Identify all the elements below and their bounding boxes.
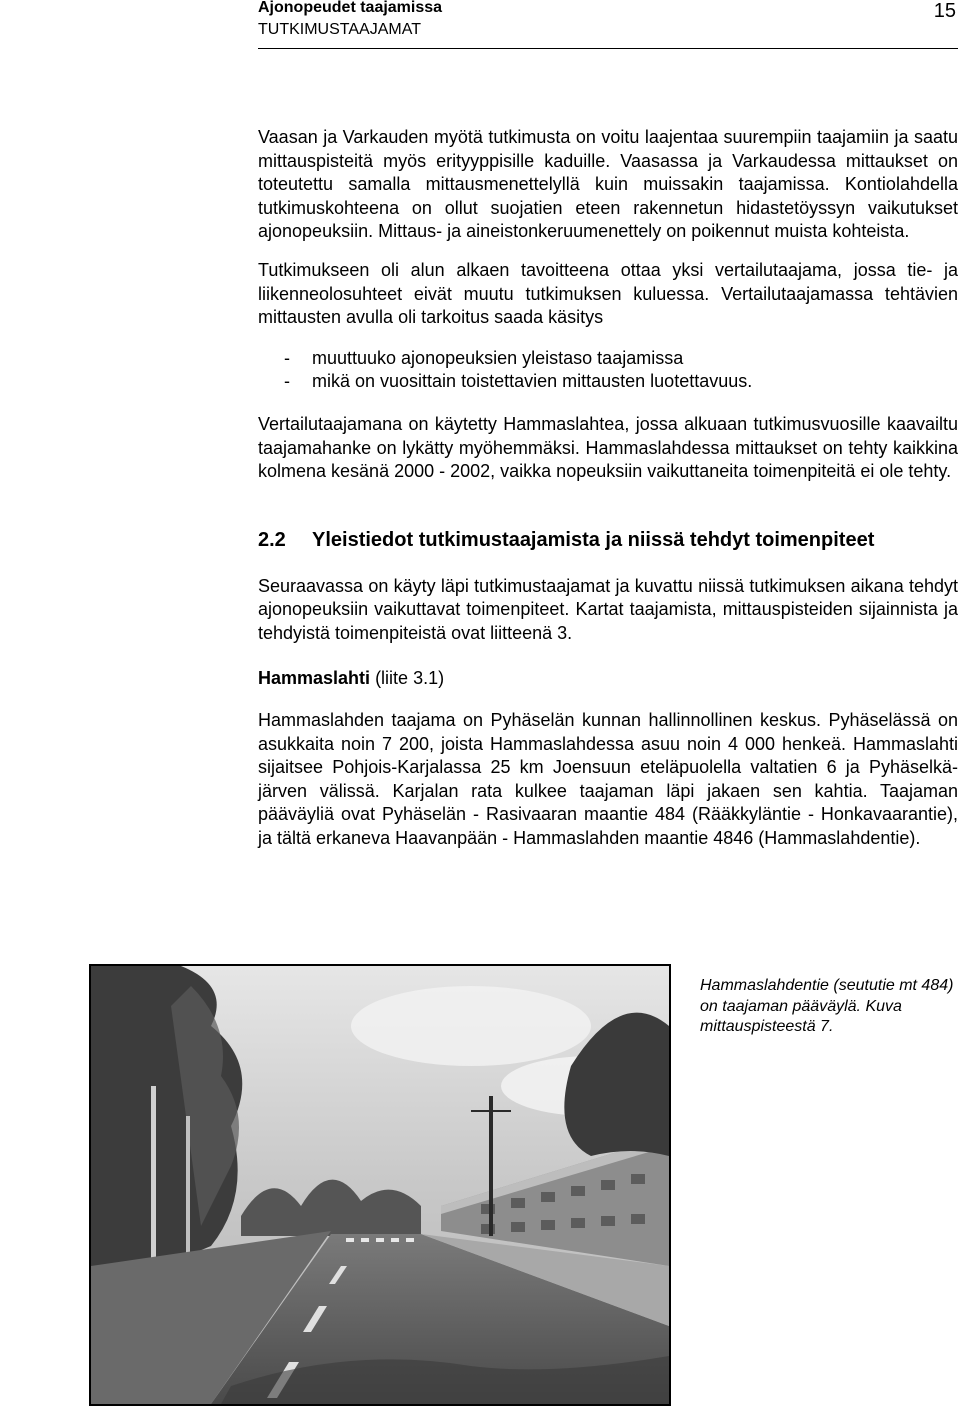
road-photo <box>89 964 671 1406</box>
subheading-reference: (liite 3.1) <box>375 667 445 688</box>
list-item-text: muuttuuko ajonopeuksien yleistaso taajamissa <box>312 347 684 368</box>
paragraph: Vaasan ja Varkauden myötä tutkimusta on voitu laajentaa suurempiin taajamiin ja saatu mittauspisteitä myös erityyppisille kaduille. Vaasassa ja Varkaudessa mittaukset on toteutettu samalla mittausmenettelyllä kuin muissakin taajamissa. Kontiolahdella tutkimuskohteena on ollut suojatien eteen rakennetun hidastetöyssyn vaikutukset ajonopeuksiin. Mittaus- ja aineistonkeruumenettely on poikennut muista kohteista. <box>258 127 958 242</box>
page-number: 15 <box>933 0 956 22</box>
main-content <box>258 126 958 851</box>
list-marker: - <box>284 371 290 392</box>
subheading <box>258 667 958 691</box>
list-item <box>258 370 958 394</box>
section-heading <box>258 528 958 552</box>
paragraph: Seuraavassa on käyty läpi tutkimustaajamat ja kuvattu niissä tutkimuksen aikana tehdyt ajonopeuksiin vaikuttavat toimenpiteet. Kartat taajamista, mittauspisteiden sijainnista ja tehdyistä toimenpiteistä ovat liitteenä 3. <box>258 575 958 643</box>
list-item <box>258 347 958 371</box>
subheading-name: Hammaslahti <box>258 667 371 688</box>
dash-list <box>258 347 958 394</box>
list-item-text: mikä on vuosittain toistettavien mittausten luotettavuus. <box>312 371 753 392</box>
chapter-title: TUTKIMUSTAAJAMAT <box>258 21 421 38</box>
paragraph: Tutkimukseen oli alun alkaen tavoitteena ottaa yksi vertailutaajama, jossa tie- ja liikenneolosuhteet eivät muutu tutkimuksen kuluessa. Vertailutaajamassa tehtävien mittausten avulla oli tarkoitus saada käsitys <box>258 259 958 328</box>
list-marker: - <box>284 347 290 368</box>
figure-caption: Hammaslahdentie (seututie mt 484) on taajaman pääväylä. Kuva mittauspisteestä 7. <box>700 977 954 1035</box>
paragraph: Vertailutaajamana on käytetty Hammaslahtea, jossa alkuaan tutkimusvuosille kaavailtu taajamahanke on lykätty myöhemmäksi. Hammaslahdessa mittaukset on tehty kaikkina kolmena kesänä 2000 - 2002, vaikka nopeuksiin vaikuttaneita toimenpiteitä ei ole tehty. <box>258 413 958 482</box>
section-title: Yleistiedot tutkimustaajamista ja niissä tehdyt toimenpiteet <box>312 528 875 551</box>
document-title: Ajonopeudet taajamissa <box>258 0 443 16</box>
page-header <box>258 0 958 49</box>
paragraph: Hammaslahden taajama on Pyhäselän kunnan hallinnollinen keskus. Pyhäselässä on asukkaita noin 7 200, joista Hammaslahdessa asuu noin 4 000 henkeä. Hammaslahti sijaitsee Pohjois-Karjalassa 25 km Joensuun eteläpuolella valtatien 6 ja Pyhäselkä-järven välissä. Karjalan rata kulkee taajaman läpi jakaen sen kahtia. Taajaman pääväyliä ovat Pyhäselän - Rasivaaran maantie 484 (Rääkkyläntie - Honkavaarantie), ja tältä erkaneva Haavanpään - Hammaslahden maantie 4846 (Hammaslahdentie). <box>258 710 958 849</box>
section-number: 2.2 <box>258 528 286 551</box>
